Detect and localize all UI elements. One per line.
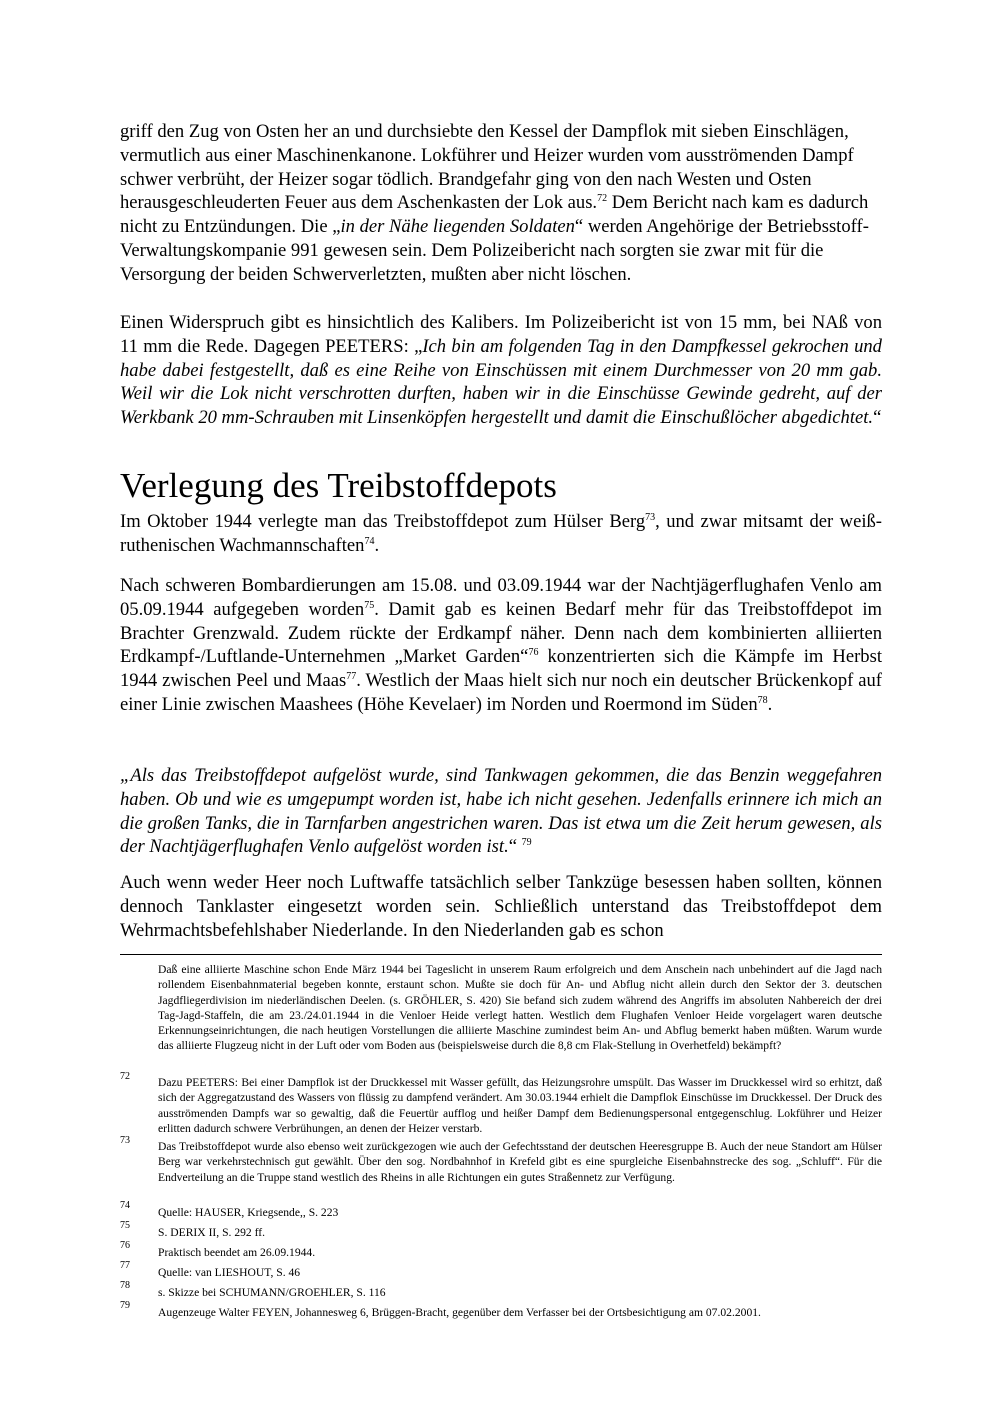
- footnote-79: Augenzeuge Walter FEYEN, Johannesweg 6, Brüggen-Bracht, gegenüber dem Verfasser bei der Ortsbesichtigung am 07.02.2001.: [158, 1306, 761, 1319]
- footnote-separator: [120, 954, 882, 955]
- footnote-78: s. Skizze bei SCHUMANN/GROEHLER, S. 116: [158, 1286, 386, 1299]
- footnote-number-77: 77: [120, 1260, 130, 1271]
- footnote-number-78: 78: [120, 1280, 130, 1291]
- paragraph-tank-trucks: Auch wenn weder Heer noch Luftwaffe tatsächlich selber Tankzüge besessen haben sollten, können dennoch Tanklaster eingesetzt worden sein. Schließlich unterstand das Treibstoffdepot dem Wehrmachtsbefehlshaber Niederlande. In den Niederlanden gab es schon: [120, 872, 882, 941]
- paragraph-train-attack: griff den Zug von Osten her an und durchsiebte den Kessel der Dampflok mit sieben Einschlägen, vermutlich aus einer Maschinenkanone. Lokführer und Heizer wurden vom ausströmenden Dampf schwer verbrüht, der Heizer sogar tödlich. Brandgefahr ging von den nach Westen und Osten herausgeschleuderten Feuer aus dem Aschenkasten der Lok aus.$^{72}$ Dem Bericht nach kam es dadurch nicht zu Entzündungen. Die „in der Nähe liegenden Soldaten“ werden Angehörige der Betriebsstoff-Verwaltungskompanie 991 gewesen sein. Dem Polizeibericht nach sorgten sie zwar mit für die Versorgung der beiden Schwerverletzten, mußten aber nicht löschen.: [120, 121, 869, 285]
- footnote-ref-76[interactable]: 76: [528, 647, 539, 659]
- footnote-77: Quelle: van LIESHOUT, S. 46: [158, 1266, 301, 1279]
- footnote-number-75: 75: [120, 1220, 130, 1231]
- footnote-72: Dazu PEETERS: Bei einer Dampflok ist der Druckkessel mit Wasser gefüllt, das Heizungsrohre umspült. Das Wasser im Druckkessel wird so erhitzt, daß sich der Aggregatzustand des Wassers von flüssig zu dampfend verändert. Am 30.03.1944 erhielt die Dampflok Einschüsse im Druckkessel. Der Druck des ausströmenden Dampfs war so gewaltig, daß die Feuertür aufflog und heißer Dampf dem Bedienungspersonal entgegenschlug. Lokführer und Heizer erlitten dadurch schwere Verbrühungen, an denen der Heizer verstarb.: [158, 1076, 882, 1135]
- section-heading: Verlegung des Treibstoffdepots: [120, 466, 557, 505]
- footnote-ref-75[interactable]: 75: [364, 599, 375, 611]
- paragraph-eyewitness-quote: „Als das Treibstoffdepot aufgelöst wurde, sind Tankwagen gekommen, die das Benzin weggefahren haben. Ob und wie es umgepumpt worden ist, habe ich nicht gesehen. Jedenfalls erinnere ich mich an die großen Tanks, die in Tarnfarben angestrichen waren. Das ist etwa um die Zeit herum gewesen, als der Nachtjägerflughafen Venlo aufgelöst worden ist.“ $^{79}$: [120, 765, 882, 858]
- footnote-ref-73[interactable]: 73: [645, 511, 656, 523]
- footnote-76: Praktisch beendet am 26.09.1944.: [158, 1246, 316, 1259]
- footnote-ref-77[interactable]: 77: [346, 671, 357, 682]
- footnote-ref-72[interactable]: 72: [597, 193, 608, 205]
- footnote-number-76: 76: [120, 1240, 130, 1251]
- footnote-number-79: 79: [120, 1300, 130, 1311]
- paragraph-bombardment: Nach schweren Bombardierungen am 15.08. und 03.09.1944 war der Nachtjägerflughafen Venlo am 05.09.1944 aufgegeben worden$^{75}$. Damit gab es keinen Bedarf mehr für das Treibstoffdepot im Brachter Grenzwald. Zudem rückte der Erdkampf näher. Denn nach dem kombinierten alliierten Erdkampf-/Luftlande-Unternehmen „Market Garden“$^{76}$ konzentrierten sich die Kämpfe im Herbst 1944 zwischen Peel und Maas$^{77}$. Westlich der Maas hielt sich nur noch ein deutscher Brückenkopf auf einer Linie zwischen Maashees (Höhe Kevelaer) im Norden und Roermond im Süden$^{78}$.: [120, 575, 882, 715]
- footnote-number-74: 74: [120, 1200, 130, 1211]
- footnote-75: S. DERIX II, S. 292 ff.: [158, 1226, 266, 1239]
- footnote-73: Das Treibstoffdepot wurde also ebenso weit zurückgezogen wie auch der Gefechtsstand der deutschen Heeresgruppe B. Auch der neue Standort am Hülser Berg war verkehrstechnisch gut gewählt. Über den sog. Nordbahnhof in Krefeld gibt es eine spurgleiche Eisenbahnstrecke des sog. „Schluff“. Für die Endverteilung an die Truppe stand westlich des Rheins in alle Richtungen ein gutes Straßennetz zur Verfügung.: [158, 1140, 882, 1184]
- footnote-continuation: Daß eine alliierte Maschine schon Ende März 1944 bei Tageslicht in unserem Raum erfolgreich und dem Anschein nach unbehindert auf die Jagd nach rollendem Eisenbahnmaterial begeben konnte, erstaunt schon. Mußte sie doch für An- und Abflug nicht allein durch den Sektor der 3. deutschen Jagdfliegerdivision im niederländischen Deelen. (s. GRÖHLER, S. 420) Sie befand sich zudem während des Angriffs im absoluten Nahbereich der drei Tag-Jagd-Staffeln, die am 23./24.01.1944 in die Venloer Heide verlegt hatten. Westlich dem Flughafen Venloer Heide vorgelagert waren deutsche Erkennungseinrichtungen, die nach heutigen Vorstellungen die alliierte Maschine zumindest beim An- und Abflug bemerkt haben müßten. Warum wurde das alliierte Flugzeug nicht in der Luft oder vom Boden aus (beispielsweise durch die 8,8 cm Flak-Stellung in Overhetfeld) bekämpft?: [158, 963, 882, 1053]
- footnote-ref-78[interactable]: 78: [757, 694, 768, 706]
- paragraph-caliber: Einen Widerspruch gibt es hinsichtlich des Kalibers. Im Polizeibericht ist von 15 mm, bei NAß von 11 mm die Rede. Dagegen PEETERS: „Ich bin am folgenden Tag in den Dampfkessel gekrochen und habe dabei festgestellt, daß es eine Reihe von Einschüssen mit einem Durchmesser von 20 mm gab. Weil wir die Lok nicht verschrotten durften, haben wir in die Einschüsse Gewinde gedreht, auf der Werkbank 20 mm-Schrauben mit Linsenköpfen hergestellt und damit die Einschußlöcher abgedichtet.“: [120, 312, 882, 429]
- footnote-number-73: 73: [120, 1135, 130, 1146]
- footnote-ref-74[interactable]: 74: [364, 535, 375, 547]
- footnote-number-72: 72: [120, 1071, 130, 1082]
- paragraph-relocation: Im Oktober 1944 verlegte man das Treibstoffdepot zum Hülser Berg$^{73}$, und zwar mitsamt der weiß-ruthenischen Wachmannschaften$^{74}$.: [120, 511, 882, 556]
- footnote-ref-79[interactable]: 79: [521, 837, 532, 849]
- footnote-74: Quelle: HAUSER, Kriegsende,, S. 223: [158, 1206, 339, 1219]
